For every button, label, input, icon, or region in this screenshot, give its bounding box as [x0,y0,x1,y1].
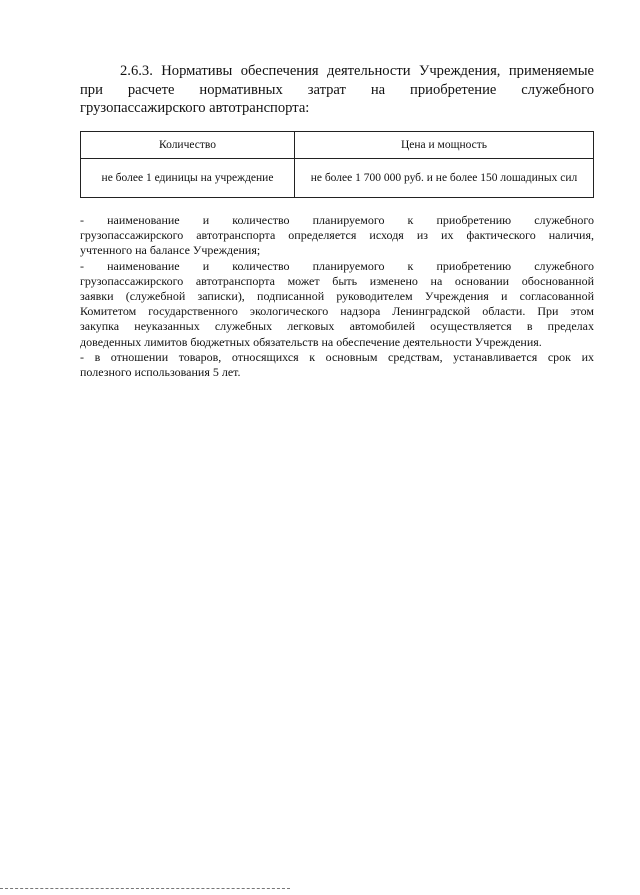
paragraph-list-item [80,259,594,350]
heading-line: при расчете нормативных затрат на приобретение служебного [80,81,594,98]
text-line: грузопассажирского автотранспорта определяется исходя из их фактического наличия, [80,228,594,243]
paragraph-list-item [80,350,594,380]
table-row [81,159,594,198]
text-line: - наименование и количество планируемого к приобретению служебного [80,258,594,273]
text-line: доведенных лимитов бюджетных обязательств на обеспечение деятельности Учреждения. [80,334,542,349]
text-line: - наименование и количество планируемого к приобретению служебного [80,213,594,227]
table-cell-quantity: не более 1 единицы на учреждение [81,159,295,198]
document-body [80,213,594,380]
text-line: грузопассажирского автотранспорта может быть изменено на основании обоснованной [80,273,594,288]
column-header-price-power: Цена и мощность [295,132,594,159]
norms-table [80,131,594,198]
heading-line: грузопассажирского автотранспорта: [80,100,310,116]
heading-line: 2.6.3. Нормативы обеспечения деятельности Учреждения, применяемые [120,63,594,79]
paragraph-list-item [80,213,594,259]
text-line: заявки (служебной записки), подписанной руководителем Учреждения и согласованной [80,289,594,304]
text-line: - в отношении товаров, относящихся к основным средствам, устанавливается срок их [80,349,594,364]
table-header-row [81,132,594,159]
section-heading [80,62,594,118]
table-cell-price-power: не более 1 700 000 руб. и не более 150 лошадиных сил [295,159,594,198]
text-line: учтенного на балансе Учреждения; [80,243,261,258]
text-line: закупка неуказанных служебных легковых автомобилей осуществляется в пределах [80,319,594,334]
page-footer-rule [0,888,290,889]
text-line: полезного использования 5 лет. [80,365,241,380]
text-line: Комитетом государственного экологического надзора Ленинградской области. При этом [80,304,594,319]
column-header-quantity: Количество [81,132,295,159]
